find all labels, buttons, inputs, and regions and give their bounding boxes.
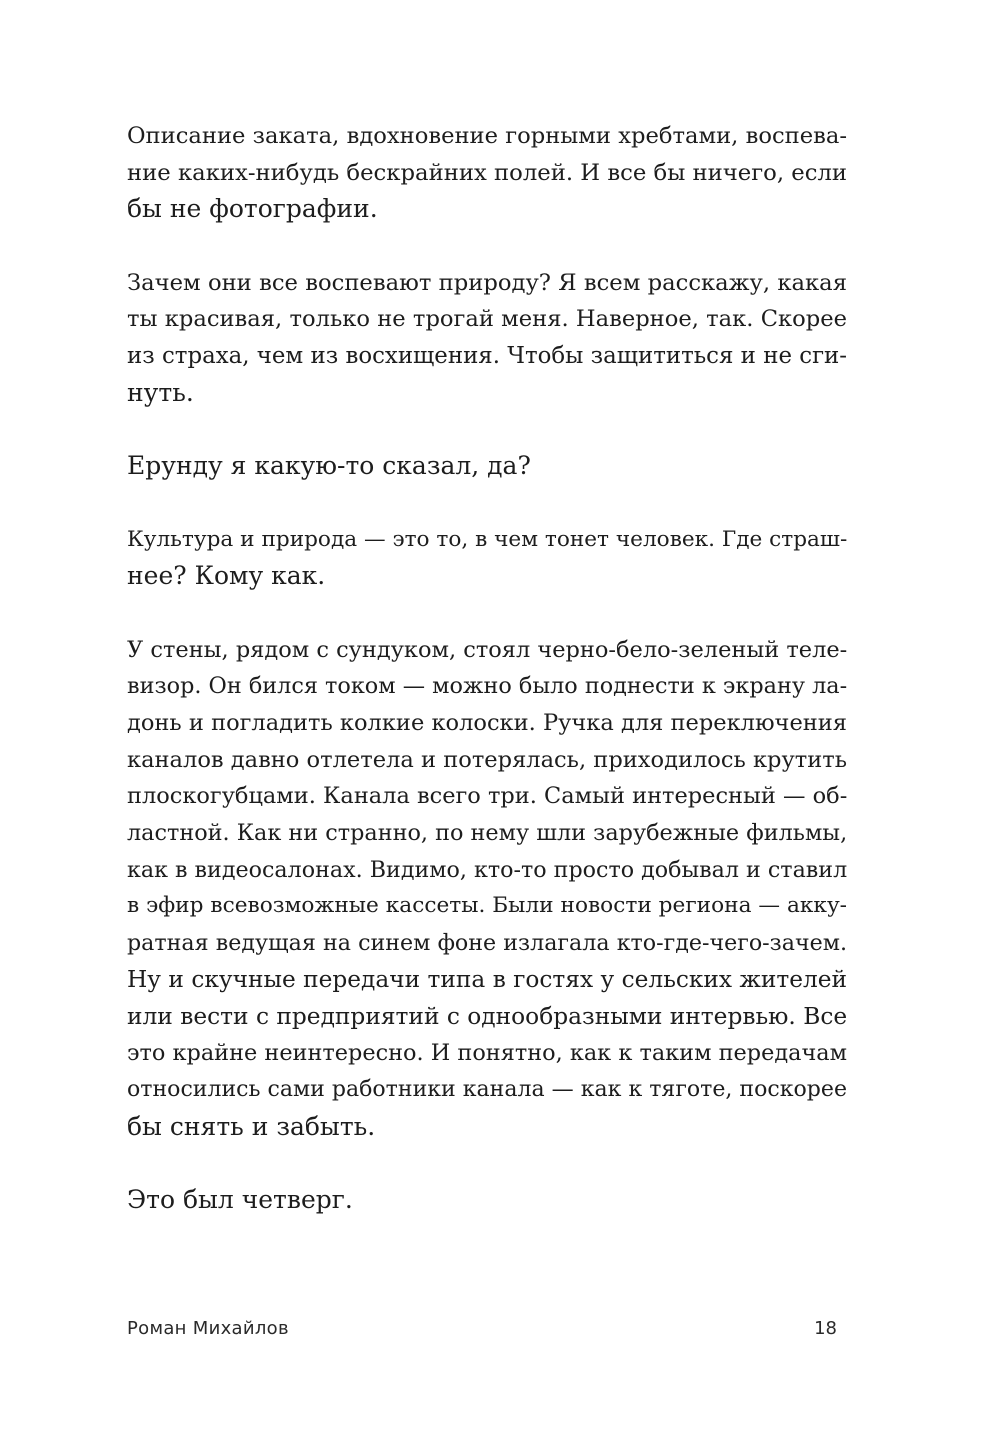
text-line: ластной. Как ни странно, по нему шли зарубежные фильмы, bbox=[127, 820, 848, 847]
text-line: бы снять и забыть. bbox=[127, 1111, 376, 1141]
body-text bbox=[127, 118, 847, 1255]
text-line: ратная ведущая на синем фоне излагала кто-где-чего-зачем. bbox=[127, 930, 847, 957]
text-line: Ну и скучные передачи типа в гостях у сельских жителей bbox=[127, 965, 847, 993]
text-line: Культура и природа — это то, в чем тонет человек. Где страш- bbox=[127, 526, 848, 552]
text-line: Описание заката, вдохновение горными хребтами, воспева- bbox=[127, 123, 847, 149]
text-line: визор. Он бился током — можно было поднести к экрану ла- bbox=[127, 673, 848, 700]
text-line: нее? Кому как. bbox=[127, 561, 326, 591]
paragraph bbox=[127, 1182, 847, 1219]
text-line: в эфир всевозможные кассеты. Были новости региона — акку- bbox=[127, 893, 847, 919]
text-line: Это был четверг. bbox=[127, 1184, 353, 1214]
text-line: Ерунду я какую-то сказал, да? bbox=[127, 451, 531, 481]
text-line: как в видеосалонах. Видимо, кто-то просто добывал и ставил bbox=[127, 856, 848, 883]
paragraph bbox=[127, 522, 847, 595]
text-line: ние каких-нибудь бескрайних полей. И все бы ничего, если bbox=[127, 159, 848, 186]
text-line: ты красивая, только не трогай меня. Наверное, так. Скорее bbox=[127, 306, 847, 333]
text-line: донь и погладить колкие колоски. Ручка для переключения bbox=[127, 710, 847, 736]
text-line: или вести с предприятий с однообразными интервью. Все bbox=[127, 1002, 848, 1030]
text-line: плоскогубцами. Канала всего три. Самый интересный — об- bbox=[127, 783, 848, 810]
text-line: бы не фотографии. bbox=[127, 194, 378, 224]
paragraph bbox=[127, 632, 847, 1146]
text-line: Зачем они все воспевают природу? Я всем расскажу, какая bbox=[127, 269, 847, 296]
paragraph bbox=[127, 448, 847, 485]
text-line: относились сами работники канала — как к тяготе, поскорее bbox=[127, 1076, 847, 1102]
footer-author: Роман Михайлов bbox=[127, 1318, 289, 1339]
text-line: из страха, чем из восхищения. Чтобы защититься и не сги- bbox=[127, 343, 847, 370]
text-line: это крайне неинтересно. И понятно, как к таким передачам bbox=[127, 1040, 847, 1067]
page-number: 18 bbox=[814, 1318, 837, 1339]
text-line: каналов давно отлетела и потерялась, приходилось крутить bbox=[127, 746, 847, 773]
paragraph bbox=[127, 265, 847, 412]
paragraph bbox=[127, 118, 847, 228]
text-line: нуть. bbox=[127, 377, 194, 407]
text-line: У стены, рядом с сундуком, стоял черно-бело-зеленый теле- bbox=[127, 636, 848, 663]
